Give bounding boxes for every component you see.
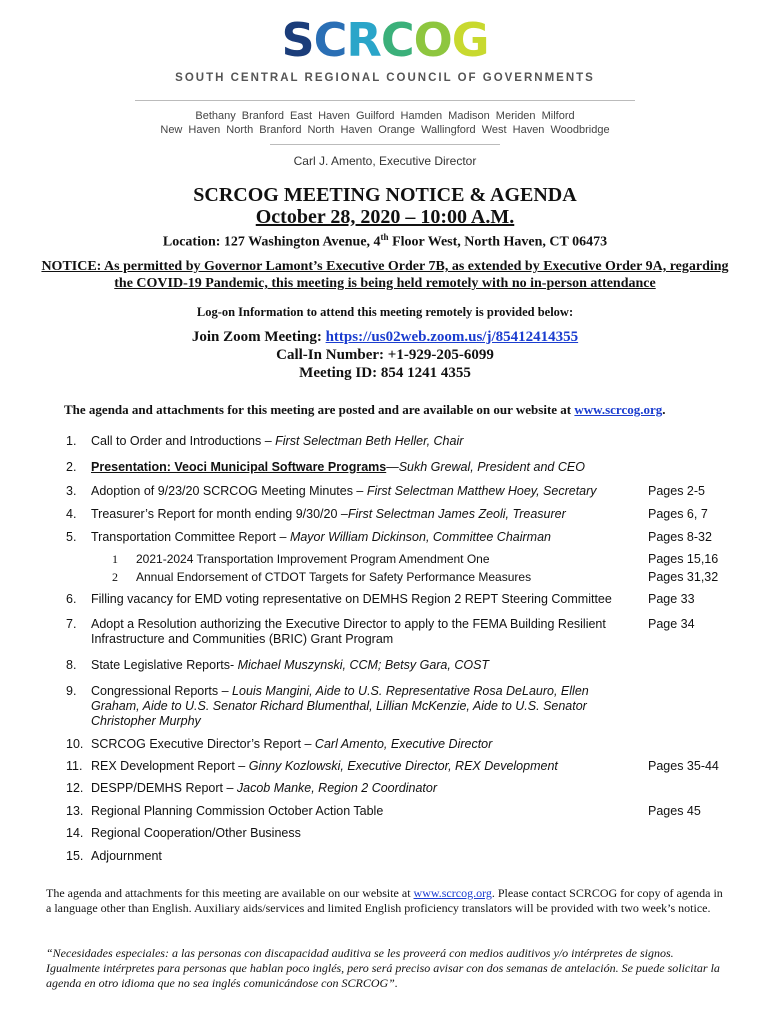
subitem-text: 2021-2024 Transportation Improvement Program Amendment One bbox=[136, 552, 490, 566]
item-presenter: First Selectman Matthew Hoey, Secretary bbox=[366, 484, 597, 498]
item-label: Call to Order and Introductions – bbox=[91, 434, 276, 448]
item-label: Adjournment bbox=[91, 849, 162, 863]
item-text bbox=[91, 530, 631, 545]
item-pages: Pages 35-44 bbox=[648, 759, 719, 773]
item-label: REX Development Report – bbox=[91, 759, 249, 773]
item-label: Treasurer’s Report for month ending 9/30/20 – bbox=[91, 507, 348, 521]
item-number: 1. bbox=[66, 434, 77, 448]
item-label: Transportation Committee Report – bbox=[91, 530, 290, 544]
item-number: 15. bbox=[66, 849, 84, 863]
item-label: Adopt a Resolution authorizing the Executive Director to apply to the FEMA Building Resilient Infrastructure and Communities (BRIC) Grant Program bbox=[91, 617, 606, 646]
subitem-text: Annual Endorsement of CTDOT Targets for Safety Performance Measures bbox=[136, 570, 532, 584]
item-pages: Page 34 bbox=[648, 617, 695, 631]
subitem-number: 1 bbox=[112, 552, 118, 566]
footer-website-link[interactable]: www.scrcog.org bbox=[413, 886, 492, 900]
item-label: Adoption of 9/23/20 SCRCOG Meeting Minutes – bbox=[91, 484, 367, 498]
callin-number: Call-In Number: +1-929-205-6099 bbox=[276, 347, 494, 363]
logo-letter: C bbox=[380, 13, 414, 67]
location-text: Location: 127 Washington Avenue, 4 bbox=[162, 234, 381, 250]
item-text bbox=[91, 759, 631, 774]
logo-letter: C bbox=[313, 13, 347, 67]
item-presenter: Jacob Manke, Region 2 Coordinator bbox=[236, 781, 438, 795]
location-text: Floor West, North Haven, CT 06473 bbox=[388, 234, 608, 250]
org-name: SOUTH CENTRAL REGIONAL COUNCIL OF GOVERNMENTS bbox=[175, 72, 595, 84]
item-number: 10. bbox=[66, 737, 84, 751]
item-text bbox=[91, 737, 631, 752]
footer-spanish-note: “Necesidades especiales: a las personas con discapacidad auditiva se les proveerá con medios auditivos y/o intérpretes de signos. Igualmente intérpretes para personas que hablan poco inglés, pero será preciso avisar con dos semanas de antelación. Se puede solicitar la agenda en otro idioma que no sea inglés comunicándose con SCRCOG”. bbox=[46, 946, 720, 990]
header-divider bbox=[135, 100, 635, 101]
meeting-date: October 28, 2020 – 10:00 A.M. bbox=[255, 206, 515, 228]
scrcog-logo bbox=[0, 14, 770, 66]
item-number: 12. bbox=[66, 781, 84, 795]
item-number: 8. bbox=[66, 658, 77, 672]
website-link[interactable]: www.scrcog.org bbox=[574, 402, 663, 417]
zoom-label: Join Zoom Meeting: bbox=[191, 329, 326, 345]
item-presenter: Carl Amento, Executive Director bbox=[314, 737, 493, 751]
item-number: 14. bbox=[66, 826, 84, 840]
posted-statement bbox=[64, 402, 724, 418]
towns-line-2: New Haven North Branford North Haven Orange Wallingford West Haven Woodbridge bbox=[160, 124, 610, 136]
subitem-pages: Pages 31,32 bbox=[648, 570, 719, 584]
item-number: 3. bbox=[66, 484, 77, 498]
footer-text: . Please contact SCRCOG for copy of agenda in a language other than English. Auxiliary aids/services and limited English proficiency translators will be provided with two week’s notice. bbox=[46, 886, 723, 915]
item-pages: Pages 8-32 bbox=[648, 530, 712, 544]
item-text bbox=[91, 826, 631, 841]
location-sup: th bbox=[380, 232, 389, 242]
item-presenter: Ginny Kozlowski, Executive Director, REX Development bbox=[248, 759, 558, 773]
item-text bbox=[91, 617, 631, 647]
item-number: 4. bbox=[66, 507, 77, 521]
item-text bbox=[91, 460, 631, 475]
director-divider bbox=[270, 144, 500, 145]
footer-accessibility-note bbox=[46, 886, 726, 916]
item-presenter: —Sukh Grewal, President and CEO bbox=[386, 460, 585, 474]
item-text bbox=[91, 484, 631, 499]
item-number: 7. bbox=[66, 617, 77, 631]
meeting-location bbox=[0, 232, 770, 251]
item-number: 5. bbox=[66, 530, 77, 544]
executive-director: Carl J. Amento, Executive Director bbox=[293, 154, 477, 168]
subitem-number: 2 bbox=[112, 570, 118, 584]
meeting-title: SCRCOG MEETING NOTICE & AGENDA bbox=[193, 184, 577, 206]
item-presenter: First Selectman James Zeoli, Treasurer bbox=[347, 507, 566, 521]
item-number: 13. bbox=[66, 804, 84, 818]
item-presentation-title: Presentation: Veoci Municipal Software Programs bbox=[91, 460, 387, 474]
item-pages: Pages 45 bbox=[648, 804, 701, 818]
towns-line-1: Bethany Branford East Haven Guilford Hamden Madison Meriden Milford bbox=[195, 110, 575, 122]
posted-text: The agenda and attachments for this meeting are posted and are available on our website at bbox=[64, 402, 575, 417]
zoom-link[interactable]: https://us02web.zoom.us/j/85412414355 bbox=[325, 329, 579, 345]
logon-info: Log-on Information to attend this meeting remotely is provided below: bbox=[196, 305, 574, 319]
zoom-line bbox=[0, 328, 770, 346]
meeting-id: Meeting ID: 854 1241 4355 bbox=[299, 365, 471, 381]
posted-text: . bbox=[662, 402, 666, 417]
item-number: 6. bbox=[66, 592, 77, 606]
item-label: SCRCOG Executive Director’s Report – bbox=[91, 737, 315, 751]
item-label: Regional Cooperation/Other Business bbox=[91, 826, 301, 840]
item-label: Regional Planning Commission October Action Table bbox=[91, 804, 384, 818]
item-label: Congressional Reports – bbox=[91, 684, 233, 698]
item-label: DESPP/DEMHS Report – bbox=[91, 781, 237, 795]
item-number: 11. bbox=[66, 759, 83, 773]
item-text bbox=[91, 684, 631, 729]
item-presenter: First Selectman Beth Heller, Chair bbox=[275, 434, 464, 448]
footer-text: The agenda and attachments for this meeting are available on our website at bbox=[46, 886, 414, 900]
logo-letter: G bbox=[451, 13, 489, 67]
covid-notice: NOTICE: As permitted by Governor Lamont’s Executive Order 7B, as extended by Executive Order 9A, regarding the COVID-19 Pandemic, this meeting is being held remotely with no in-person attendance bbox=[41, 259, 729, 291]
item-text bbox=[91, 592, 631, 607]
item-pages: Pages 2-5 bbox=[648, 484, 705, 498]
item-number: 2. bbox=[66, 460, 77, 474]
item-presenter: Mayor William Dickinson, Committee Chairman bbox=[289, 530, 551, 544]
item-presenter: Louis Mangini, Aide to U.S. Representative Rosa DeLauro, Ellen Graham, Aide to U.S. Senator Richard Blumenthal, Lillian McKenzie, Aide to U.S. Senator Christopher Murphy bbox=[91, 684, 589, 728]
zoom-info bbox=[0, 328, 770, 382]
item-text bbox=[91, 507, 631, 522]
item-number: 9. bbox=[66, 684, 77, 698]
item-pages: Pages 6, 7 bbox=[648, 507, 708, 521]
logo-letter: R bbox=[346, 13, 381, 67]
item-label: State Legislative Reports- bbox=[91, 658, 238, 672]
item-pages: Page 33 bbox=[648, 592, 695, 606]
item-text bbox=[91, 781, 631, 796]
item-text bbox=[91, 804, 631, 819]
item-text bbox=[91, 849, 631, 864]
item-text bbox=[91, 658, 631, 673]
item-text bbox=[91, 434, 631, 449]
logo-letter: S bbox=[281, 13, 314, 67]
item-label: Filling vacancy for EMD voting representative on DEMHS Region 2 REPT Steering Committee bbox=[91, 592, 612, 606]
logo-letter: O bbox=[413, 13, 452, 67]
subitem-pages: Pages 15,16 bbox=[648, 552, 719, 566]
item-presenter: Michael Muszynski, CCM; Betsy Gara, COST bbox=[237, 658, 490, 672]
